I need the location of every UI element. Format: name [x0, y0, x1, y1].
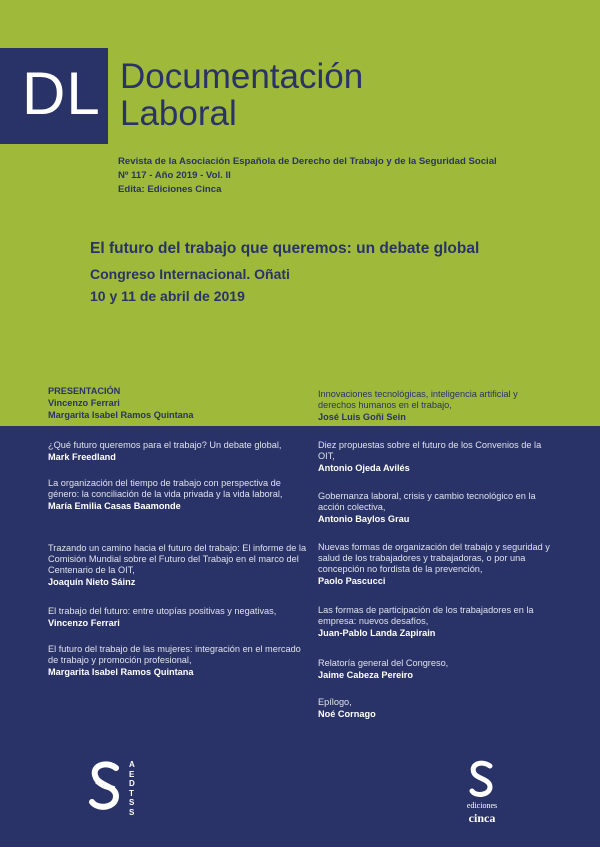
entry-title: Relatoría general del Congreso,	[318, 658, 449, 668]
contents-entry	[318, 440, 548, 474]
contents-entry	[318, 605, 550, 639]
entry-title: ¿Qué futuro queremos para el trabajo? Un debate global,	[48, 440, 282, 450]
entry-author: María Emilia Casas Baamonde	[48, 501, 181, 511]
association-logo	[86, 760, 146, 820]
contents-entry	[318, 491, 548, 525]
entry-title: Nuevas formas de organización del trabajo y seguridad y salud de los trabajadores y trabajadoras, o por una concepción no fordista de la prevención,	[318, 542, 550, 574]
title-line-1: Documentación	[120, 57, 364, 96]
main-headline: El futuro del trabajo que queremos: un debate global	[90, 240, 480, 257]
entry-title: Innovaciones tecnológicas, inteligencia artificial y derechos humanos en el trabajo,	[318, 389, 518, 410]
publisher-label: Edita:	[118, 184, 145, 195]
contents-entry	[48, 543, 310, 588]
entry-author: Joaquín Nieto Sáinz	[48, 577, 136, 587]
entry-title: La organización del tiempo de trabajo con perspectiva de género: la conciliación de la vida privada y la vida laboral,	[48, 478, 283, 499]
association-emblem-icon	[86, 760, 126, 820]
entry-title: Gobernanza laboral, crisis y cambio tecnológico en la acción colectiva,	[318, 491, 536, 512]
entry-author: Noé Cornago	[318, 709, 376, 719]
contents-entry	[318, 542, 556, 587]
contents-entry	[48, 440, 310, 463]
title-line-2: Laboral	[120, 94, 237, 133]
issue-info: Nº 117 - Año 2019 - Vol. II	[118, 170, 231, 181]
publisher-logo-line-2: cinca	[468, 811, 496, 825]
presentation-block	[48, 386, 288, 421]
congress-name: Congreso Internacional. Oñati	[90, 266, 290, 282]
presentation-author-1: Vincenzo Ferrari	[48, 398, 120, 408]
publisher-logo-line-1: ediciones	[466, 801, 498, 810]
entry-title: Las formas de participación de los trabajadores en la empresa: nuevos desafíos,	[318, 605, 534, 626]
entry-author: Mark Freedland	[48, 452, 116, 462]
contents-entry	[318, 658, 550, 681]
contents-entry	[48, 644, 310, 678]
entry-author: Margarita Isabel Ramos Quintana	[48, 667, 194, 677]
presentation-author-2: Margarita Isabel Ramos Quintana	[48, 410, 194, 420]
entry-author: Juan-Pablo Landa Zapirain	[318, 628, 436, 638]
contents-entry	[48, 606, 310, 629]
publisher-line	[118, 184, 221, 195]
publisher-name: Ediciones Cinca	[147, 184, 222, 195]
association-acronym: AEDTSS	[129, 760, 135, 817]
journal-subtitle: Revista de la Asociación Española de Derecho del Trabajo y de la Seguridad Social	[118, 156, 497, 167]
entry-title: Diez propuestas sobre el futuro de los Convenios de la OIT,	[318, 440, 542, 461]
entry-title: El trabajo del futuro: entre utopías positivas y negativas,	[48, 606, 277, 616]
presentation-label: PRESENTACIÓN	[48, 386, 121, 396]
publisher-emblem-icon	[468, 760, 496, 798]
entry-title: Epílogo,	[318, 697, 352, 707]
congress-dates: 10 y 11 de abril de 2019	[90, 288, 245, 304]
publisher-logo	[458, 760, 506, 830]
entry-title: El futuro del trabajo de las mujeres: integración en el mercado de trabajo y promoción profesional,	[48, 644, 301, 665]
entry-author: Jaime Cabeza Pereiro	[318, 670, 413, 680]
dl-logo-text: DL	[22, 60, 101, 127]
journal-title	[120, 58, 363, 132]
entry-author: Paolo Pascucci	[318, 576, 386, 586]
entry-title: Trazando un camino hacia el futuro del trabajo: El informe de la Comisión Mundial sobre el Futuro del Trabajo en el marco del Centenario de la OIT,	[48, 543, 307, 575]
dl-logo	[0, 48, 108, 144]
contents-entry	[48, 478, 310, 512]
entry-author: Antonio Ojeda Avilés	[318, 463, 410, 473]
entry-author: Vincenzo Ferrari	[48, 618, 120, 628]
entry-author: Antonio Baylos Grau	[318, 514, 410, 524]
entry-author: José Luis Goñi Sein	[318, 412, 406, 422]
contents-entry	[318, 697, 550, 720]
right-top-entry	[318, 389, 543, 423]
